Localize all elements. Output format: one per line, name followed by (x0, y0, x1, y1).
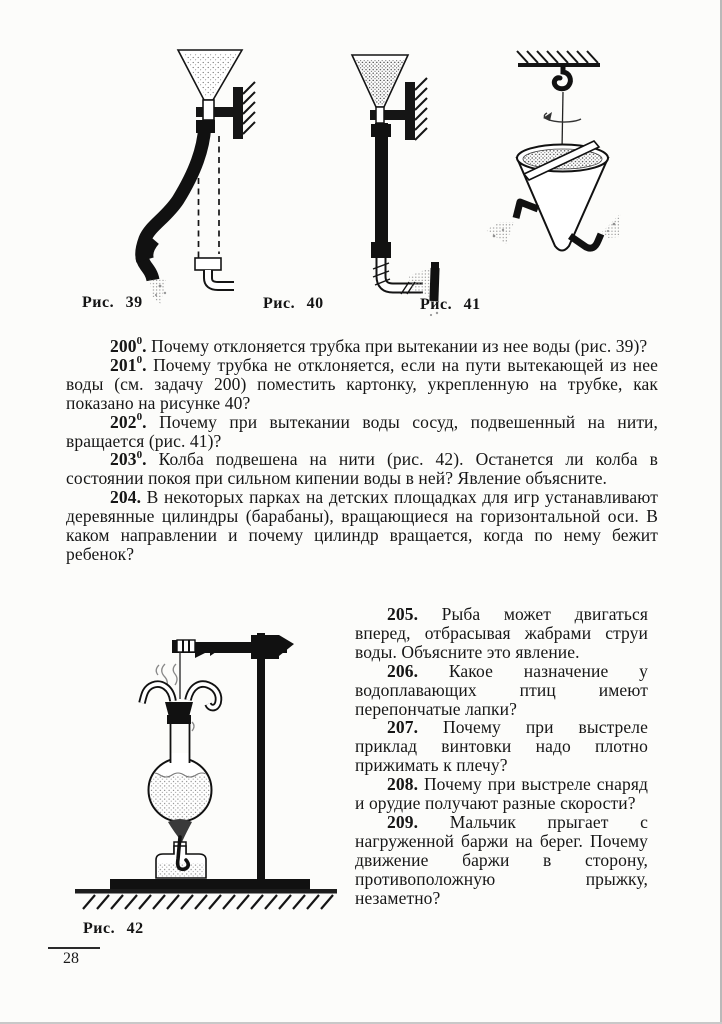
problem-number: 208 (387, 774, 414, 795)
tube-straight (371, 123, 391, 258)
problem-number: 206 (387, 660, 414, 681)
problem-208 (355, 775, 648, 813)
problem-206 (355, 662, 648, 719)
problem-number: 200 (110, 336, 137, 356)
fig41-illustration (470, 38, 660, 263)
problem-dot: . (413, 717, 419, 738)
fig40-illustration (293, 36, 463, 318)
ground-hatching (83, 895, 333, 909)
problem-203 (66, 450, 658, 488)
problem-dot: . (142, 354, 147, 375)
problem-200 (66, 337, 658, 356)
right-spray (601, 213, 621, 238)
fig39-caption: Рис. 39 (82, 294, 143, 311)
fig39-illustration (82, 36, 304, 308)
right-jet-tube (570, 234, 601, 248)
neck-band (167, 715, 191, 724)
problem-text: Колба подвешена на нити (рис. 42). Останется ли колба в состоянии покоя при сильном кипении воды в ней? Явление объясните. (66, 449, 658, 489)
problem-dot: . (413, 774, 419, 795)
problem-209 (355, 813, 648, 908)
problem-text: Рыба может двигаться вперед, отбрасывая жабрами струи воды. Объясните это явление. (355, 604, 648, 662)
page-number-rule (48, 947, 100, 949)
problem-text: Почему отклоняется трубка при вытекании из нее воды (рис. 39)? (151, 336, 648, 356)
left-spray (486, 222, 514, 244)
tube-deflected (142, 120, 215, 280)
problem-text: Почему при вытекании воды сосуд, подвешенный на нити, вращается (рис. 41)? (66, 411, 659, 451)
water-spray (149, 278, 166, 304)
problems-block-main (66, 337, 658, 564)
problem-dot: . (136, 487, 142, 508)
problem-number: 209 (387, 811, 414, 832)
tube-elbow-glass (208, 270, 234, 286)
problem-superscript: 0 (136, 354, 143, 367)
fig41-caption: Рис. 41 (420, 296, 481, 313)
page-number: 28 (63, 950, 79, 967)
hook-icon (554, 67, 570, 89)
problem-number: 201 (110, 354, 137, 375)
problem-text: В некоторых парках на детских площадках для игр устанавливают деревянные цилиндры (барабаны), вращающиеся на горизонтальной оси. В каком направлении и почему цилиндр вращается, когда по нему бежит ребенок? (66, 487, 658, 564)
problem-superscript: 0 (136, 448, 143, 461)
problem-text: Какое назначение у водоплавающих птиц имеют перепончатые лапки? (355, 660, 648, 719)
problem-superscript: 0 (136, 335, 143, 348)
problem-dot: . (142, 449, 147, 470)
clamp-bar (196, 107, 237, 117)
problem-text: Почему при выстреле снаряд и орудие получают разные скорости? (355, 774, 648, 814)
funnel-stem (203, 100, 214, 120)
funnel-stem (376, 107, 384, 123)
problem-number: 207 (387, 717, 414, 738)
problem-204 (66, 488, 658, 564)
spirit-lamp (156, 837, 206, 878)
problem-207 (355, 718, 648, 775)
table-line (75, 889, 337, 894)
ceiling (517, 51, 600, 67)
problem-text: Почему трубка не отклоняется, если на пути вытекающей из нее воды (см. задачу 200) поместить картонку, укрепленную на трубке, как показано на рисунке 40? (66, 354, 658, 413)
problem-number: 202 (110, 411, 137, 432)
funnel-water (356, 60, 404, 105)
problem-number: 204 (110, 487, 137, 508)
problem-201 (66, 356, 658, 413)
stand-base (110, 879, 310, 889)
problem-superscript: 0 (136, 410, 143, 423)
problem-202 (66, 410, 659, 451)
problem-number: 205 (387, 604, 414, 624)
flask-water (146, 773, 214, 825)
problem-text: Мальчик прыгает с нагруженной баржи на берег. Почему движение баржи в сторону, противоположную прыжку, незаметно? (355, 811, 648, 908)
problem-dot: . (142, 411, 147, 432)
stopper (165, 702, 193, 717)
thread (562, 92, 563, 150)
problem-dot: . (413, 660, 419, 681)
fig40-caption: Рис. 40 (263, 295, 324, 312)
wall-bracket (405, 78, 427, 140)
fig42-caption: Рис. 42 (83, 920, 144, 937)
problem-dot: . (413, 604, 419, 624)
tube-collar (195, 258, 221, 270)
problem-dot: . (413, 811, 419, 832)
left-jet-tube (516, 202, 538, 218)
problem-205 (355, 605, 648, 662)
fig42-illustration (58, 613, 348, 913)
problem-dot: . (142, 336, 147, 356)
problems-block-column (355, 605, 648, 908)
problem-number: 203 (110, 449, 137, 470)
problem-text: Почему при выстреле приклад винтовки надо плотно прижимать к плечу? (355, 717, 648, 776)
